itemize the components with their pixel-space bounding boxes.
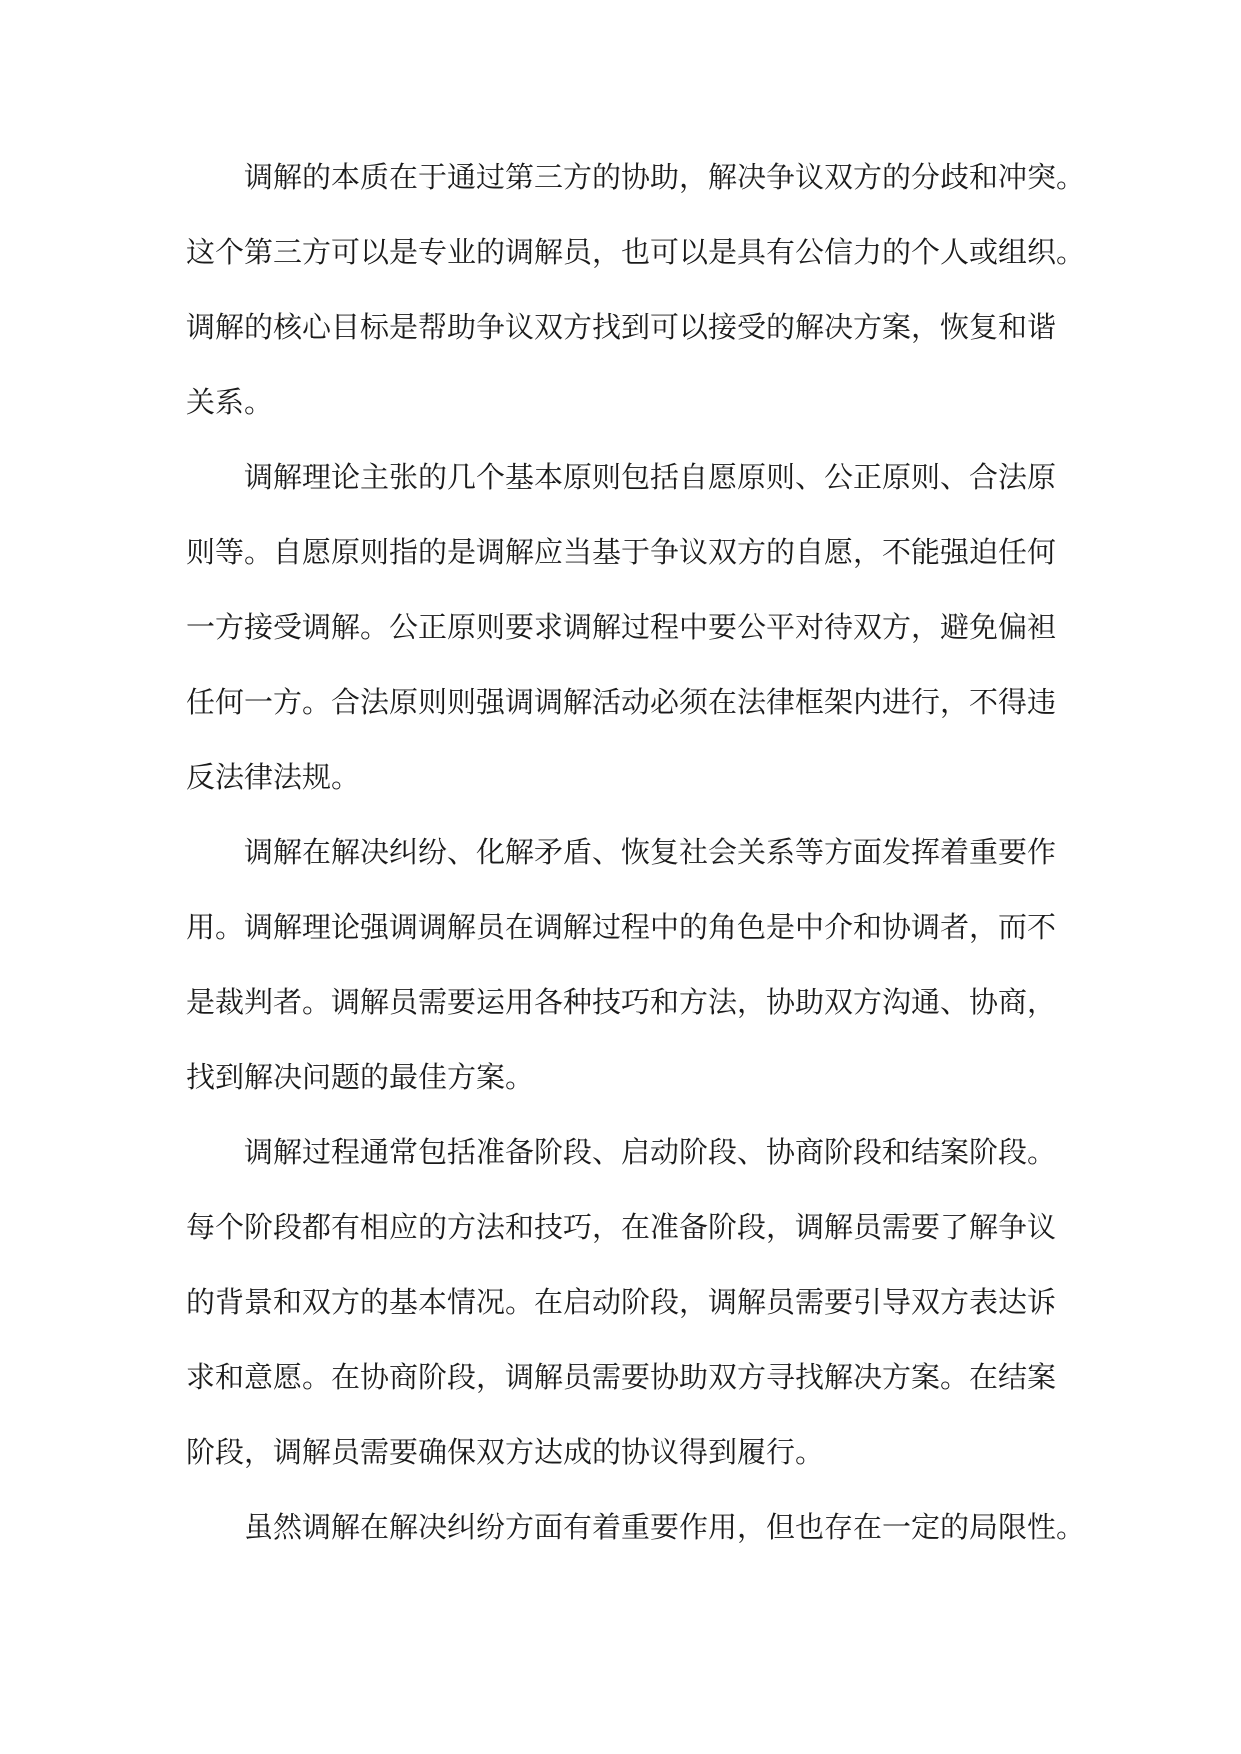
text-line: 每个阶段都有相应的方法和技巧，在准备阶段，调解员需要了解争议 <box>186 1210 1057 1244</box>
text-line: 任何一方。合法原则则强调调解活动必须在法律框架内进行，不得违 <box>186 685 1057 719</box>
paragraph-mediation-principles <box>186 440 1086 815</box>
text-line: 调解的核心目标是帮助争议双方找到可以接受的解决方案，恢复和谐 <box>186 310 1057 344</box>
paragraph-mediation-role <box>186 815 1086 1115</box>
text-line: 一方接受调解。公正原则要求调解过程中要公平对待双方，避免偏袒 <box>186 610 1057 644</box>
text-line: 关系。 <box>186 385 274 419</box>
text-line: 求和意愿。在协商阶段，调解员需要协助双方寻找解决方案。在结案 <box>186 1360 1057 1394</box>
text-line: 调解过程通常包括准备阶段、启动阶段、协商阶段和结案阶段。 <box>244 1135 1057 1169</box>
paragraph-mediation-process <box>186 1115 1086 1490</box>
text-line: 则等。自愿原则指的是调解应当基于争议双方的自愿，不能强迫任何 <box>186 535 1057 569</box>
text-line: 用。调解理论强调调解员在调解过程中的角色是中介和协调者，而不 <box>186 910 1057 944</box>
text-line: 虽然调解在解决纠纷方面有着重要作用，但也存在一定的局限性。 <box>244 1510 1086 1544</box>
text-line: 调解的本质在于通过第三方的协助，解决争议双方的分歧和冲突。 <box>244 160 1086 194</box>
paragraph-mediation-limitations <box>186 1490 1086 1565</box>
text-line: 调解在解决纠纷、化解矛盾、恢复社会关系等方面发挥着重要作 <box>244 835 1057 869</box>
text-line: 阶段，调解员需要确保双方达成的协议得到履行。 <box>186 1435 825 1469</box>
document-body <box>186 140 1086 1565</box>
text-line: 找到解决问题的最佳方案。 <box>186 1060 535 1094</box>
text-line: 反法律法规。 <box>186 760 361 794</box>
text-line: 这个第三方可以是专业的调解员，也可以是具有公信力的个人或组织。 <box>186 235 1086 269</box>
text-line: 是裁判者。调解员需要运用各种技巧和方法，协助双方沟通、协商， <box>186 985 1057 1019</box>
text-line: 调解理论主张的几个基本原则包括自愿原则、公正原则、合法原 <box>244 460 1057 494</box>
text-line: 的背景和双方的基本情况。在启动阶段，调解员需要引导双方表达诉 <box>186 1285 1057 1319</box>
paragraph-mediation-essence <box>186 140 1086 440</box>
